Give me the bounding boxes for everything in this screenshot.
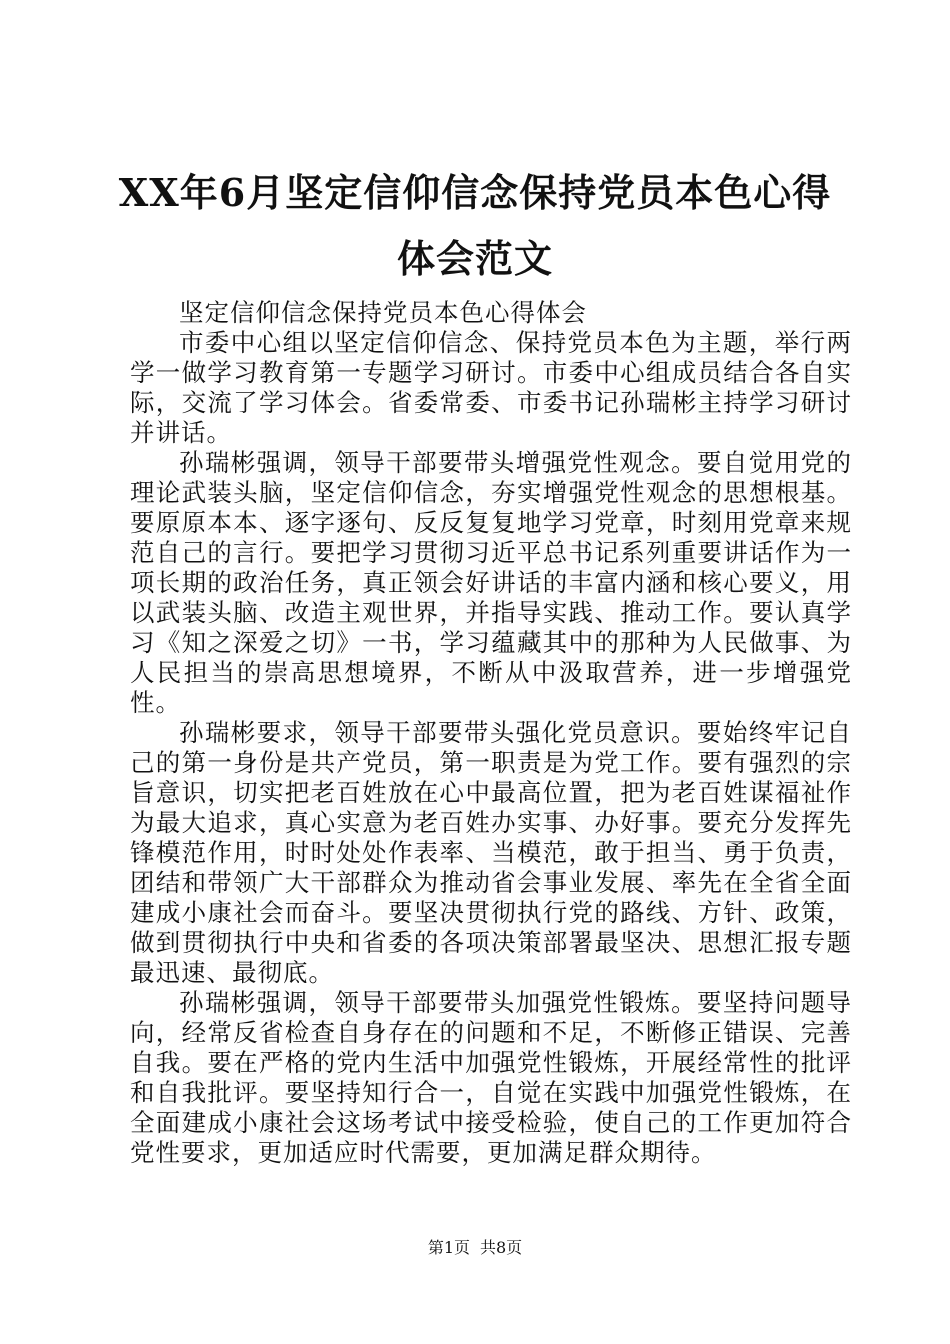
body-paragraph: 孙瑞彬要求，领导干部要带头强化党员意识。要始终牢记自己的第一身份是共产党员，第一职责是为党工作。要有强烈的宗旨意识，切实把老百姓放在心中最高位置，把为老百姓谋福祉作为最大追求，真心实意为老百姓办实事、办好事。要充分发挥先锋模范作用，时时处处作表率、当模范，敢于担当、勇于负责，团结和带领广大干部群众为推动省会事业发展、率先在全省全面建成小康社会而奋斗。要坚决贯彻执行党的路线、方针、政策，做到贯彻执行中央和省委的各项决策部署最坚决、思想汇报专题最迅速、最彻底。 [130, 718, 852, 987]
document-body [130, 298, 852, 1168]
body-paragraph: 市委中心组以坚定信仰信念、保持党员本色为主题，举行两学一做学习教育第一专题学习研讨。市委中心组成员结合各自实际，交流了学习体会。省委常委、市委书记孙瑞彬主持学习研讨并讲话。 [130, 328, 852, 447]
body-paragraph: 孙瑞彬强调，领导干部要带头增强党性观念。要自觉用党的理论武装头脑，坚定信仰信念，夯实增强党性观念的思想根基。要原原本本、逐字逐句、反反复复地学习党章，时刻用党章来规范自己的言行。要把学习贯彻习近平总书记系列重要讲话作为一项长期的政治任务，真正领会好讲话的丰富内涵和核心要义，用以武装头脑、改造主观世界，并指导实践、推动工作。要认真学习《知之深爱之切》一书，学习蕴藏其中的那种为人民做事、为人民担当的崇高思想境界，不断从中汲取营养，进一步增强党性。 [130, 448, 852, 717]
page-total: 共8页 [480, 1238, 523, 1257]
body-paragraph: 孙瑞彬强调，领导干部要带头加强党性锻炼。要坚持问题导向，经常反省检查自身存在的问题和不足，不断修正错误、完善自我。要在严格的党内生活中加强党性锻炼，开展经常性的批评和自我批评。要坚持知行合一，自觉在实践中加强党性锻炼，在全面建成小康社会这场考试中接受检验，使自己的工作更加符合党性要求，更加适应时代需要，更加满足群众期待。 [130, 988, 852, 1167]
subtitle-paragraph: 坚定信仰信念保持党员本色心得体会 [179, 298, 587, 327]
page-footer [0, 1238, 950, 1258]
page-number: 第1页 [427, 1238, 470, 1257]
document-title: XX年6月坚定信仰信念保持党员本色心得体会范文 [118, 170, 832, 281]
